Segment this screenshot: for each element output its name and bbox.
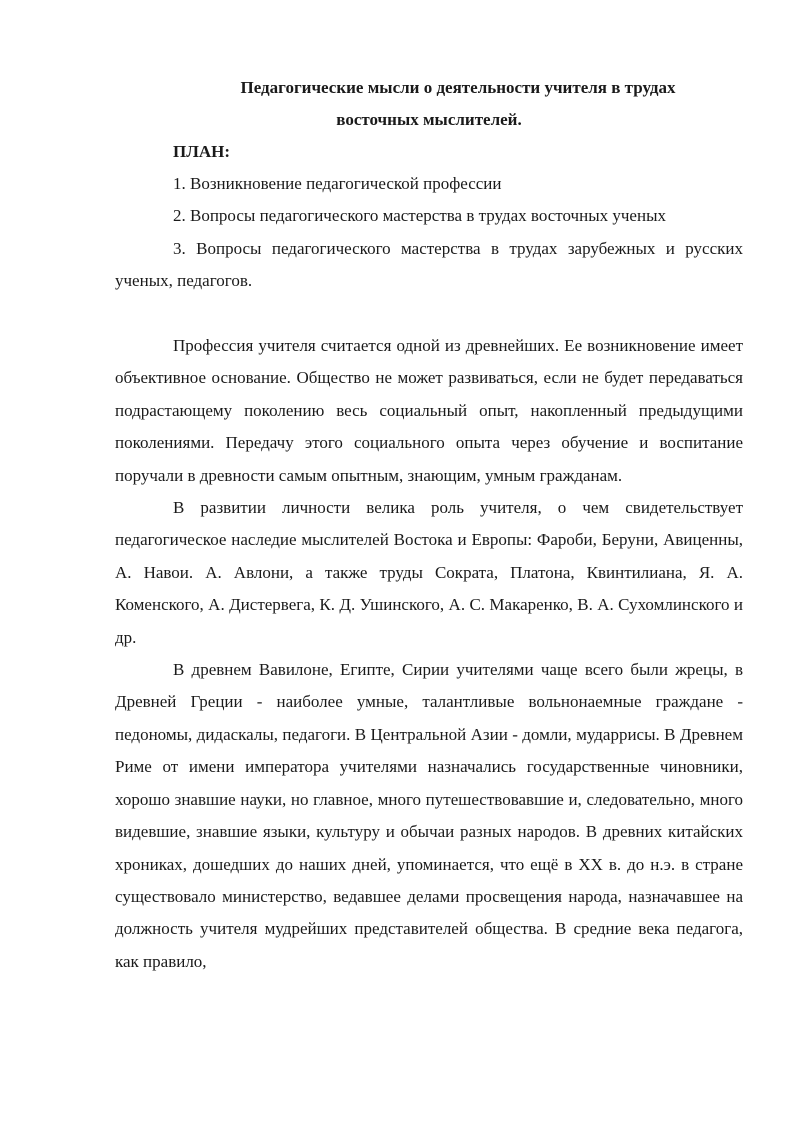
title-line-2: восточных мыслителей. <box>336 110 522 130</box>
plan-heading: ПЛАН: <box>173 142 231 161</box>
plan-item-1: 1. Возникновение педагогической профессии <box>173 174 502 193</box>
plan-item-2: 2. Вопросы педагогического мастерства в трудах восточных ученых <box>173 206 666 226</box>
paragraph-3: В древнем Вавилоне, Египте, Сирии учителями чаще всего были жрецы, в Древней Греции - наиболее умные, талантливые вольнонаемные граждане - педономы, дидаскалы, педагоги. В Центральной Азии - домли, мударрисы. В Древнем Риме от имени императора учителями назначались государственные чиновники, хорошо знавшие науки, но главное, много путешествовавшие и, следовательно, много видевшие, знавшие языки, культуру и обычаи разных народов. В древних китайских хрониках, дошедших до наших дней, упоминается, что ещё в XX в. до н.э. в стране существовало министерство, ведавшее делами просвещения народа, назначавшее на должность учителя мудрейших представителей общества. В средние века педагога, как правило, <box>115 660 743 971</box>
document-title <box>115 72 743 137</box>
document-body <box>115 330 743 978</box>
paragraph-2: В развитии личности велика роль учителя, о чем свидетельствует педагогическое наследие мыслителей Востока и Европы: Фароби, Беруни, Авиценны, А. Навои. А. Авлони, а также труды Сократа, Платона, Квинтилиана, Я. А. Коменского, А. Дистервега, К. Д. Ушинского, А. С. Макаренко, В. А. Сухомлинского и др. <box>115 498 743 647</box>
plan-list <box>115 168 743 298</box>
paragraph-1: Профессия учителя считается одной из древнейших. Ее возникновение имеет объективное основание. Общество не может развиваться, если не будет передаваться подрастающему поколению весь социальный опыт, накопленный предыдущими поколениями. Передачу этого социального опыта через обучение и воспитание поручали в древности самым опытным, знающим, умным гражданам. <box>115 336 743 485</box>
plan-item-3: 3. Вопросы педагогического мастерства в трудах зарубежных и русских ученых, педагогов. <box>115 238 743 291</box>
title-line-1: Педагогические мысли о деятельности учителя в трудах <box>240 78 676 97</box>
